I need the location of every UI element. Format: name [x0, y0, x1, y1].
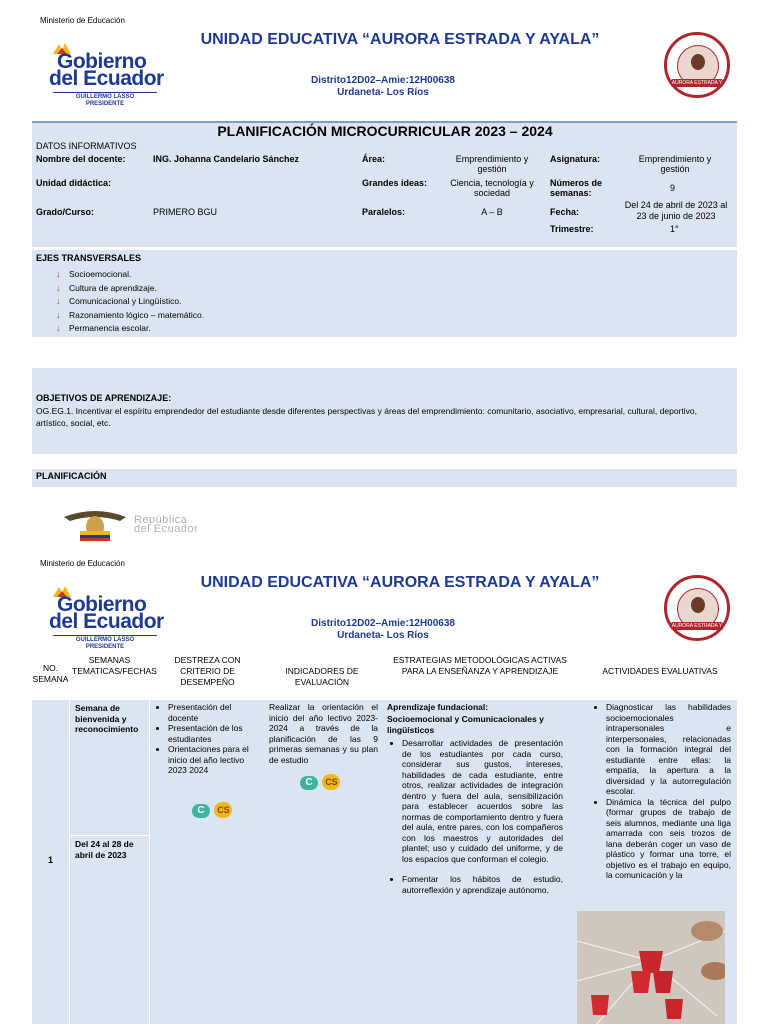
estrategia-title: Aprendizaje fundacional:	[387, 702, 489, 712]
header-estrategias: ESTRATEGIAS METODOLÓGICAS ACTIVAS PARA LA ENSEÑANZA Y APRENDIZAJE	[393, 655, 567, 676]
objetivos-text: OG.EG.1. Incentivar el espíritu emprendedor del estudiante desde diferentes perspectivas y áreas del emprendimiento: comunitario, asociativo, empresarial, cultural, deportivo, artístico, social, etc.	[36, 406, 697, 428]
datos-label: DATOS INFORMATIVOS	[36, 141, 137, 151]
week-title: Semana de bienvenida y reconocimiento	[75, 703, 139, 734]
week-number: 1	[47, 855, 53, 865]
estrategia-subtitle: Socioemocional y Comunicacionales y lingüísticos	[387, 714, 544, 735]
seal-label: AURORA ESTRADA Y AYALA	[671, 623, 723, 637]
week-date: Del 24 al 28 de abril de 2023	[75, 839, 134, 860]
school-seal	[664, 32, 730, 98]
ministry-label: Ministerio de Educación	[40, 16, 125, 25]
indicador-text: Realizar la orientación el inicio del año lectivo 2023-2024 a través de la planificación de las 9 primeras semanas y su plan de estudio	[269, 702, 378, 765]
cs-badge-icon: CS	[322, 774, 340, 790]
district-code-page2: Distrito12D02–Amie:12H00638	[311, 618, 455, 629]
ejes-item: ↓ Cultura de aprendizaje.	[69, 282, 204, 296]
header-no-semana: NO. SEMANA	[32, 663, 69, 684]
trimestre-value: 1°	[670, 224, 679, 234]
republica-line2: del Ecuador	[134, 523, 199, 535]
ejes-item: ↓ Socioemocional.	[69, 268, 204, 282]
semanas-value: 9	[670, 183, 676, 193]
paralelos-label: Paralelos:	[362, 207, 406, 217]
fecha-value: Del 24 de abril de 2023 al 23 de junio de 2023	[624, 200, 728, 221]
estrategia-item: • Fomentar los hábitos de estudio, autorreflexión y aprendizaje autónomo.	[402, 874, 563, 895]
school-location: Urdaneta- Los Ríos	[337, 87, 429, 98]
ejes-title: EJES TRANSVERSALES	[36, 253, 142, 263]
header-destreza: DESTREZA CON CRITERIO DE DESEMPEÑO	[174, 655, 241, 687]
grado-label: Grado/Curso:	[36, 207, 95, 217]
c-badge-icon: C	[192, 804, 210, 818]
activity-photo	[577, 911, 725, 1024]
objetivos-title: OBJETIVOS DE APRENDIZAJE:	[36, 393, 172, 403]
destreza-list	[152, 702, 258, 776]
destreza-badges	[192, 800, 232, 818]
docente-value: ING. Johanna Candelario Sánchez	[153, 154, 300, 164]
grandes-label: Grandes ideas:	[362, 178, 428, 188]
grandes-value: Ciencia, tecnología y sociedad	[450, 178, 534, 198]
cup-tower-image	[577, 911, 725, 1024]
ejes-item: ↓ Permanencia escolar.	[69, 322, 204, 336]
republica-line1: República	[134, 514, 188, 526]
unidad-label: Unidad didáctica:	[36, 178, 112, 188]
coat-of-arms-icon	[62, 507, 128, 541]
planificacion-panel	[32, 469, 737, 487]
gob-line1: Gobierno	[57, 593, 147, 616]
paralelos-value: A – B	[481, 207, 503, 217]
semanas-label: Números de semanas:	[550, 178, 603, 198]
gob-president-name: GUILLERMO LASSO	[75, 94, 135, 100]
asignatura-label: Asignatura:	[550, 154, 601, 164]
header-indicadores: INDICADORES DE EVALUACIÓN	[285, 666, 359, 687]
cs-badge-icon: CS	[214, 802, 232, 818]
ejes-item: ↓ Comunicacional y Lingüístico.	[69, 295, 204, 309]
area-value: Emprendimiento y gestión	[455, 154, 529, 174]
actividades-item: • Diagnosticar las habilidades socioemocionales intrapersonales e interpersonales, relacionadas con la formación integral del estudiante entre ellas: la empatía, la apertura a la diversidad y la autorregulación escolar.	[606, 702, 731, 797]
header-actividades: ACTIVIDADES EVALUATIVAS	[602, 666, 718, 676]
plan-title: PLANIFICACIÓN MICROCURRICULAR 2023 – 2024	[217, 123, 553, 139]
area-label: Área:	[362, 154, 386, 164]
gob-line1: Gobierno	[57, 50, 147, 73]
gob-president-title: PRESIDENTE	[85, 101, 125, 107]
district-code: Distrito12D02–Amie:12H00638	[311, 75, 455, 86]
gob-president-name: GUILLERMO LASSO	[75, 637, 135, 643]
c-badge-icon: C	[300, 776, 318, 790]
planificacion-title: PLANIFICACIÓN	[36, 471, 107, 481]
estrategia-list	[384, 738, 563, 895]
grado-value: PRIMERO BGU	[153, 207, 218, 217]
gob-line2: del Ecuador	[49, 610, 164, 633]
trimestre-label: Trimestre:	[550, 224, 594, 234]
ejes-item: ↓ Razonamiento lógico – matemático.	[69, 309, 204, 323]
school-location-page2: Urdaneta- Los Ríos	[337, 630, 429, 641]
actividades-item: • Dinámica la técnica del pulpo (formar grupos de trabajo de seis alumnos, mediante una liga amarrada con seis trozos de lana deberán coger un vaso de plástico y formar una torre, el objetivo es el trabajo en equipo, la comunicación y la	[606, 797, 731, 881]
docente-label: Nombre del docente:	[36, 154, 126, 164]
gob-president-title: PRESIDENTE	[85, 644, 125, 650]
seal-label: AURORA ESTRADA Y AYALA	[671, 80, 723, 94]
destreza-item: • Presentación del docente	[168, 702, 258, 723]
estrategia-item: • Desarrollar actividades de presentación de los estudiantes por cada curso, considerar sus gustos, intereses, habilidades de cada estudiante, entre otros, realizar actividades de integración dentro y fuera del aula, sensibilización para establecer acuerdos sobre las normas de comportamiento dentro y fuera del aula, entre pares, con los compañeros con los maestros y autoridades del plantel; uso y cuidado del uniforme, y de los espacios que conforman el colegio.	[402, 738, 563, 864]
ministry-label: Ministerio de Educación	[40, 559, 125, 568]
gob-line2: del Ecuador	[49, 67, 164, 90]
ejes-list	[55, 268, 204, 336]
indicador-badges	[300, 772, 340, 790]
destreza-item: • Presentación de los estudiantes	[168, 723, 258, 744]
republica-logo	[62, 507, 232, 543]
school-seal-page2	[664, 575, 730, 641]
asignatura-value: Emprendimiento y gestión	[638, 154, 712, 174]
school-name-page2: UNIDAD EDUCATIVA “AURORA ESTRADA Y AYALA”	[200, 574, 600, 591]
header-semanas: SEMANAS TEMATICAS/FECHAS	[72, 655, 157, 676]
actividades-list	[588, 702, 731, 881]
school-name: UNIDAD EDUCATIVA “AURORA ESTRADA Y AYALA”	[200, 31, 600, 48]
destreza-item: • Orientaciones para el inicio del año lectivo 2023 2024	[168, 744, 258, 776]
fecha-label: Fecha:	[550, 207, 580, 217]
